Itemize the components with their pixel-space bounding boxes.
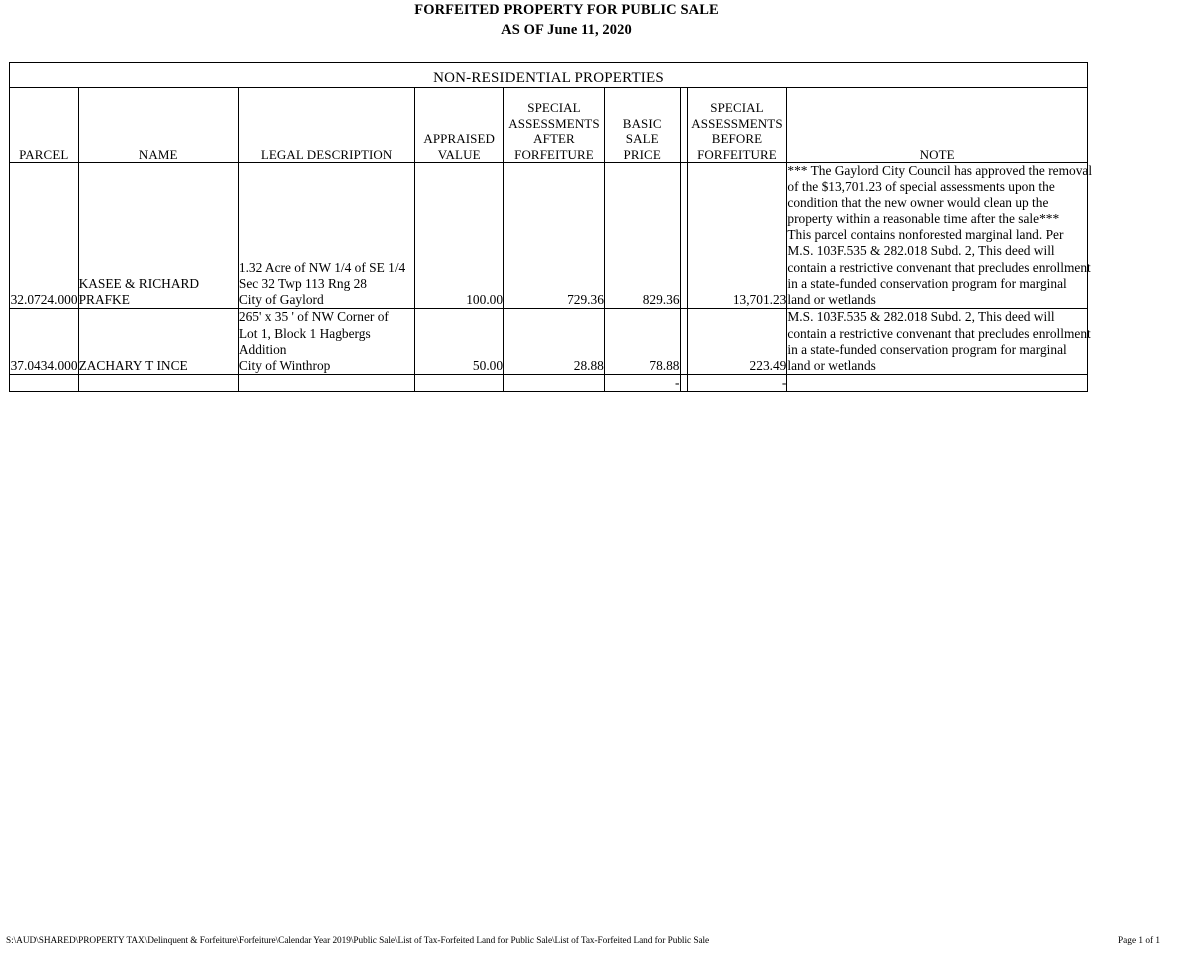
cell-legal-line-1: 1.32 Acre of NW 1/4 of SE 1/4 [238, 259, 406, 275]
header-spec-assess-before-line-2: ASSESSMENTS [691, 115, 783, 131]
footer-page-number: Page 1 of 1 [1118, 936, 1161, 946]
cell-name-line-1: KASEE & RICHARD [78, 275, 200, 291]
cell-note [787, 163, 1093, 309]
cell-note-line-4: property within a reasonable time after the sale*** [787, 211, 1060, 227]
cell-parcel: 37.0434.000 [10, 308, 79, 374]
column-spacer [680, 163, 687, 309]
cell-appraised-value: 50.00 [415, 308, 504, 374]
column-spacer [680, 374, 687, 391]
banner-non-residential-properties: NON-RESIDENTIAL PROPERTIES [10, 63, 1088, 88]
table-row [10, 163, 1088, 309]
total-cell-note [787, 374, 1088, 391]
header-basic-sale-price [604, 88, 680, 163]
cell-legal-description [238, 308, 414, 374]
cell-legal-line-3: City of Gaylord [238, 291, 324, 307]
total-cell-legal-description [238, 374, 414, 391]
header-spec-assess-before-line-3: BEFORE [711, 131, 763, 146]
header-note [787, 88, 1088, 163]
cell-special-assessments-after-forfeiture: 28.88 [504, 308, 605, 374]
cell-legal-line-2: Lot 1, Block 1 Hagbergs [238, 325, 371, 341]
cell-legal-line-3: Addition [238, 341, 287, 357]
header-legal-description [238, 88, 414, 163]
table-row [10, 308, 1088, 374]
cell-note-line-3: condition that the new owner would clean up the [787, 195, 1049, 211]
header-note-label: NOTE [919, 146, 955, 162]
footer-file-path: S:\AUD\SHARED\PROPERTY TAX\Delinquent & Forfeiture\Forfeiture\Calendar Year 2019\Public Sale\List of Tax-Forfeited Land for Public Sale\List of Tax-Forfeited Land for Public Sale [6, 936, 710, 946]
cell-special-assessments-before-forfeiture: 223.49 [687, 308, 787, 374]
header-spec-assess-before-line-1: SPECIAL [710, 100, 764, 115]
cell-name [78, 163, 238, 309]
total-cell-special-assessments-after-forfeiture [504, 374, 605, 391]
cell-note-line-1: *** The Gaylord City Council has approved the removal [787, 163, 1093, 178]
cell-legal-line-4: City of Winthrop [238, 357, 331, 373]
header-name [78, 88, 238, 163]
header-legal-description-label: LEGAL DESCRIPTION [260, 146, 393, 162]
cell-parcel: 32.0724.000 [10, 163, 79, 309]
header-spec-assess-after-line-4: FORFEITURE [514, 146, 594, 162]
column-spacer [680, 88, 687, 163]
cell-note-line-2: of the $13,701.23 of special assessments upon the [787, 179, 1055, 195]
header-spec-assess-before-line-4: FORFEITURE [697, 146, 777, 162]
total-cell-basic-sale-price: - [604, 374, 680, 391]
cell-note-line-7: contain a restrictive convenant that precludes enrollment [787, 259, 1091, 275]
header-spec-assess-after-line-3: AFTER [533, 131, 575, 146]
header-appraised-value-line-2: VALUE [437, 146, 481, 162]
cell-basic-sale-price: 78.88 [604, 308, 680, 374]
total-cell-appraised-value [415, 374, 504, 391]
header-special-assessments-before-forfeiture [687, 88, 787, 163]
header-basic-sale-price-line-1: BASIC [622, 115, 662, 131]
forfeited-property-table [9, 62, 1093, 392]
cell-name-line-1: ZACHARY T INCE [78, 357, 188, 373]
cell-note [787, 308, 1091, 374]
total-cell-name [78, 374, 238, 391]
table-total-row [10, 374, 1088, 391]
cell-note-line-1: M.S. 103F.535 & 282.018 Subd. 2, This deed will [787, 309, 1055, 325]
document-title-block [0, 0, 1133, 38]
header-appraised-value-line-1: APPRAISED [423, 131, 496, 146]
document-title-line-1: FORFEITED PROPERTY FOR PUBLIC SALE [414, 2, 719, 18]
cell-note-line-9: land or wetlands [787, 291, 876, 307]
header-spec-assess-after-line-2: ASSESSMENTS [508, 115, 600, 131]
cell-note-line-8: in a state-funded conservation program for marginal [787, 275, 1067, 291]
cell-special-assessments-before-forfeiture: 13,701.23 [687, 163, 787, 309]
header-parcel [10, 88, 79, 163]
table-banner-row [10, 63, 1088, 88]
header-parcel-label: PARCEL [19, 146, 69, 162]
cell-note-line-2: contain a restrictive convenant that precludes enrollment [787, 325, 1091, 341]
header-appraised-value [415, 88, 504, 163]
cell-note-line-5: This parcel contains nonforested marginal land. Per [787, 227, 1064, 243]
total-cell-special-assessments-before-forfeiture: - [687, 374, 787, 391]
cell-special-assessments-after-forfeiture: 729.36 [504, 163, 605, 309]
cell-legal-line-1: 265' x 35 ' of NW Corner of [238, 309, 389, 325]
cell-note-line-3: in a state-funded conservation program for marginal [787, 341, 1067, 357]
cell-name-line-2: PRAFKE [78, 291, 130, 307]
document-title-line-2: AS OF June 11, 2020 [501, 22, 632, 38]
header-name-label: NAME [138, 146, 178, 162]
column-spacer [680, 308, 687, 374]
total-cell-parcel [10, 374, 79, 391]
header-special-assessments-after-forfeiture [504, 88, 605, 163]
table-header-row [10, 88, 1088, 163]
header-spec-assess-after-line-1: SPECIAL [527, 100, 581, 115]
cell-legal-line-2: Sec 32 Twp 113 Rng 28 [238, 275, 368, 291]
header-basic-sale-price-line-3: PRICE [623, 146, 661, 162]
cell-note-line-6: M.S. 103F.535 & 282.018 Subd. 2, This deed will [787, 243, 1055, 259]
cell-name [78, 308, 238, 374]
cell-note-line-4: land or wetlands [787, 357, 876, 373]
header-basic-sale-price-line-2: SALE [625, 131, 659, 146]
cell-legal-description [238, 163, 414, 309]
cell-appraised-value: 100.00 [415, 163, 504, 309]
cell-basic-sale-price: 829.36 [604, 163, 680, 309]
